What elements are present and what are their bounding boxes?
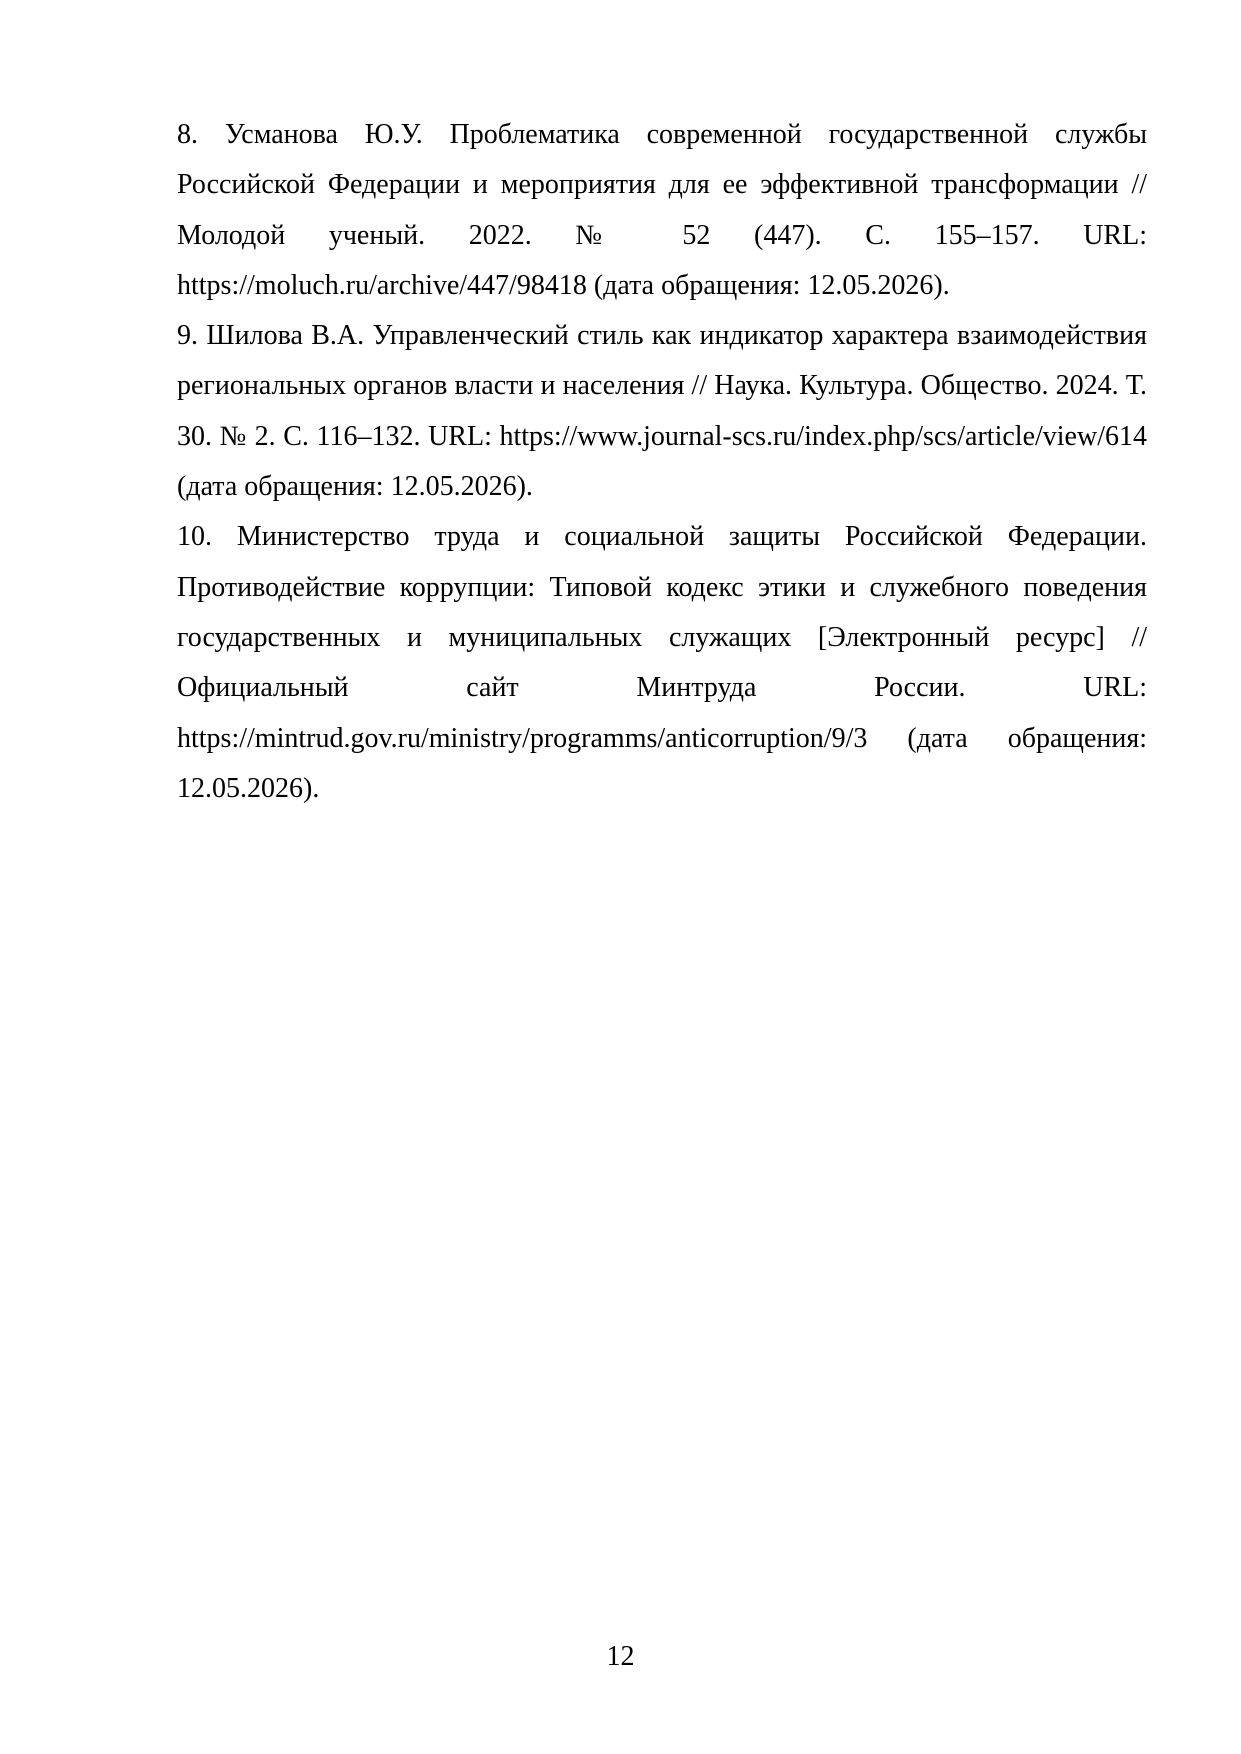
reference-item-10 — [177, 512, 1147, 814]
reference-item-8 — [177, 110, 1147, 311]
page-number: 12 — [606, 1641, 635, 1672]
reference-item-9 — [177, 311, 1147, 512]
reference-number: 10. — [177, 521, 212, 553]
reference-text: Усманова Ю.У. Проблематика современной государственной службы Российской Федерации и мероприятия для ее эффективной трансформации // Молодой ученый. 2022. № 52 (447). С. 155–157. URL: https://moluch.ru/archive/447/98418 (дата обращения: 12.05.2026). — [177, 119, 1148, 301]
reference-list — [177, 110, 1147, 814]
reference-number: 9. — [177, 320, 198, 352]
reference-text: Шилова В.А. Управленческий стиль как индикатор характера взаимодействия региональных органов власти и населения // Наука. Культура. Общество. 2024. Т. 30. № 2. С. 116–132. URL: https://www.journal-scs.ru/index.php/scs/article/view/614 (дата обращения: 12.05.2026). — [177, 320, 1148, 503]
reference-text: Министерство труда и социальной защиты Российской Федерации. Противодействие коррупции: Типовой кодекс этики и служебного поведения государственных и муниципальных служащих [Электронный ресурс] // Официальный сайт Минтруда России. URL: https://mintrud.gov.ru/ministry/programms/anticorruption/9/3 (дата обращения: 12.05.2026). — [177, 521, 1148, 804]
reference-number: 8. — [177, 119, 198, 150]
